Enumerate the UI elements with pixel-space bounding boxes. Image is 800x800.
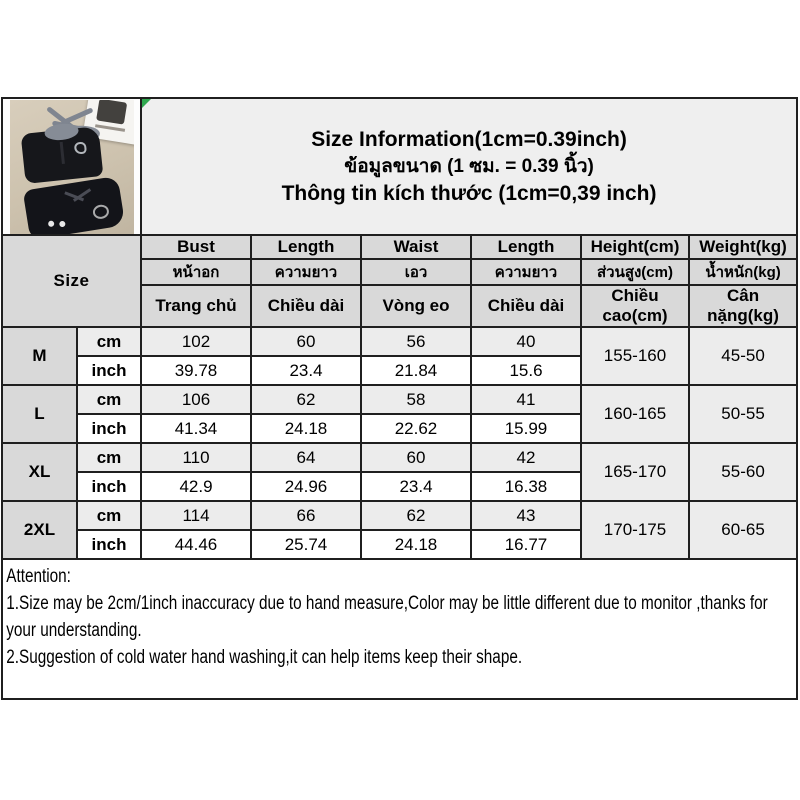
- header-length2-en: Length: [471, 235, 581, 259]
- header-waist-th: เอว: [361, 259, 471, 285]
- unit-label-inch: inch: [77, 356, 141, 385]
- size-label-2xl: 2XL: [2, 501, 77, 559]
- top-neckline: [44, 122, 79, 141]
- value-l-inch-length2: 15.99: [471, 414, 581, 443]
- value-m-inch-length: 23.4: [251, 356, 361, 385]
- unit-label-cm: cm: [77, 443, 141, 472]
- size-label-m: M: [2, 327, 77, 385]
- height-range-m: 155-160: [581, 327, 689, 385]
- height-range-l: 160-165: [581, 385, 689, 443]
- unit-label-inch: inch: [77, 530, 141, 559]
- value-l-cm-waist: 58: [361, 385, 471, 414]
- header-weight-en: Weight(kg): [689, 235, 797, 259]
- attention-text: [3, 560, 796, 674]
- product-photo-cell: [2, 98, 141, 235]
- header-bust-en: Bust: [141, 235, 251, 259]
- value-l-cm-length: 62: [251, 385, 361, 414]
- value-xl-cm-length: 64: [251, 443, 361, 472]
- attention-heading: Attention:: [6, 566, 71, 587]
- value-m-inch-bust: 39.78: [141, 356, 251, 385]
- size-information-table: [1, 97, 798, 700]
- value-2xl-inch-waist: 24.18: [361, 530, 471, 559]
- value-m-cm-length: 60: [251, 327, 361, 356]
- value-2xl-inch-bust: 44.46: [141, 530, 251, 559]
- unit-label-cm: cm: [77, 501, 141, 530]
- size-label-xl: XL: [2, 443, 77, 501]
- top-button-placket: [60, 142, 65, 164]
- value-2xl-cm-bust: 114: [141, 501, 251, 530]
- weight-range-xl: 55-60: [689, 443, 797, 501]
- value-l-cm-length2: 41: [471, 385, 581, 414]
- header-length-vi: Chiều dài: [251, 285, 361, 327]
- value-m-cm-waist: 56: [361, 327, 471, 356]
- shorts-badge-graphic: [92, 204, 110, 220]
- value-xl-inch-length: 24.96: [251, 472, 361, 501]
- header-bust-th: หน้าอก: [141, 259, 251, 285]
- value-xl-cm-bust: 110: [141, 443, 251, 472]
- value-xl-inch-waist: 23.4: [361, 472, 471, 501]
- attention-note-2: 2.Suggestion of cold water hand washing,it can help items keep their shape.: [6, 647, 523, 668]
- shorts-paw-print: [48, 220, 55, 227]
- value-m-cm-length2: 40: [471, 327, 581, 356]
- value-m-inch-waist: 21.84: [361, 356, 471, 385]
- unit-label-cm: cm: [77, 327, 141, 356]
- attention-note-1: 1.Size may be 2cm/1inch inaccuracy due to hand measure,Color may be little different due to monitor ,thanks for your understanding.: [6, 593, 768, 641]
- product-crop-top: [21, 126, 104, 184]
- height-range-xl: 165-170: [581, 443, 689, 501]
- header-length2-vi: Chiều dài: [471, 285, 581, 327]
- value-l-inch-length: 24.18: [251, 414, 361, 443]
- title-thai: ข้อมูลขนาด (1 ซม. = 0.39 นิ้ว): [344, 156, 594, 177]
- unit-label-inch: inch: [77, 414, 141, 443]
- header-length2-th: ความยาว: [471, 259, 581, 285]
- header-height-vi: Chiều cao(cm): [581, 285, 689, 327]
- header-waist-en: Waist: [361, 235, 471, 259]
- value-xl-inch-length2: 16.38: [471, 472, 581, 501]
- header-length-en: Length: [251, 235, 361, 259]
- product-shorts: [23, 176, 126, 235]
- value-2xl-inch-length2: 16.77: [471, 530, 581, 559]
- value-xl-cm-waist: 60: [361, 443, 471, 472]
- unit-label-inch: inch: [77, 472, 141, 501]
- value-2xl-inch-length: 25.74: [251, 530, 361, 559]
- weight-range-l: 50-55: [689, 385, 797, 443]
- header-weight-th: น้ำหนัก(kg): [689, 259, 797, 285]
- prop-card-image: [96, 100, 127, 125]
- title-english: Size Information(1cm=0.39inch): [311, 128, 627, 151]
- unit-label-cm: cm: [77, 385, 141, 414]
- header-weight-vi: Cân nặng(kg): [689, 285, 797, 327]
- title-cell: [141, 98, 797, 235]
- value-l-inch-bust: 41.34: [141, 414, 251, 443]
- header-height-th: ส่วนสูง(cm): [581, 259, 689, 285]
- cell-corner-marker-icon: [142, 99, 151, 108]
- prop-card-text-line: [95, 124, 125, 132]
- value-m-cm-bust: 102: [141, 327, 251, 356]
- top-chest-graphic: [74, 141, 87, 154]
- title-vietnamese: Thông tin kích thước (1cm=0,39 inch): [281, 182, 657, 205]
- weight-range-2xl: 60-65: [689, 501, 797, 559]
- header-bust-vi: Trang chủ: [141, 285, 251, 327]
- value-2xl-cm-length2: 43: [471, 501, 581, 530]
- value-xl-cm-length2: 42: [471, 443, 581, 472]
- header-length-th: ความยาว: [251, 259, 361, 285]
- value-xl-inch-bust: 42.9: [141, 472, 251, 501]
- value-2xl-cm-length: 66: [251, 501, 361, 530]
- value-l-cm-bust: 106: [141, 385, 251, 414]
- shorts-paw-print: [59, 221, 66, 228]
- size-corner-label: Size: [2, 235, 141, 327]
- header-height-en: Height(cm): [581, 235, 689, 259]
- size-label-l: L: [2, 385, 77, 443]
- product-photo: [10, 100, 134, 235]
- value-2xl-cm-waist: 62: [361, 501, 471, 530]
- weight-range-m: 45-50: [689, 327, 797, 385]
- attention-box: [2, 559, 797, 699]
- value-m-inch-length2: 15.6: [471, 356, 581, 385]
- height-range-2xl: 170-175: [581, 501, 689, 559]
- header-waist-vi: Vòng eo: [361, 285, 471, 327]
- value-l-inch-waist: 22.62: [361, 414, 471, 443]
